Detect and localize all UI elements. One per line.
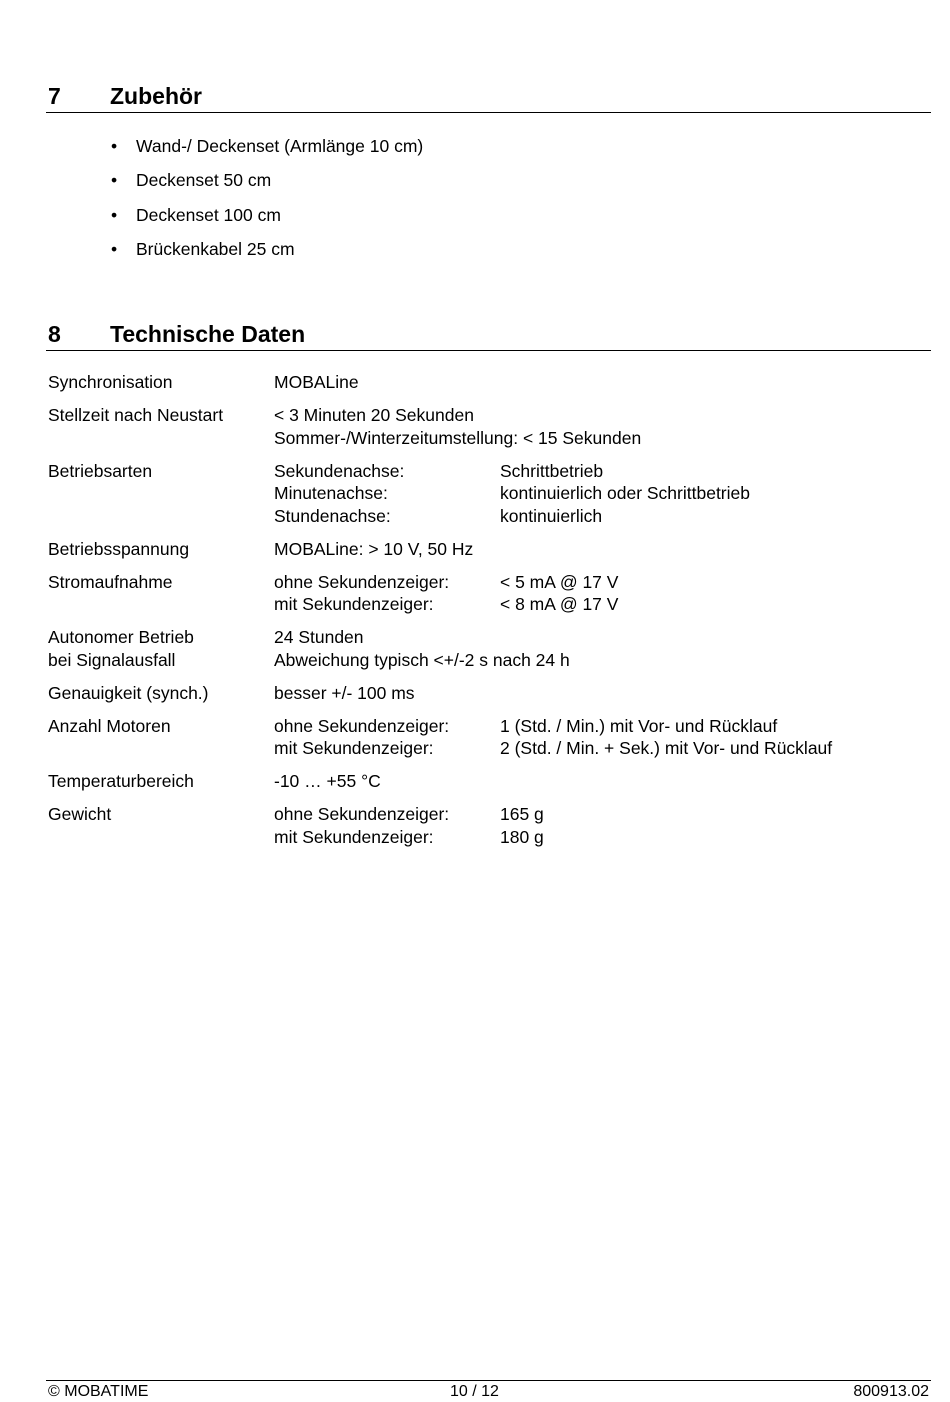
spec-label-line: Betriebsspannung	[48, 538, 190, 559]
spec-value-line	[274, 826, 832, 849]
spec-subvalue: 2 (Std. / Min. + Sek.) mit Vor- und Rücklauf	[500, 738, 833, 758]
section-heading-technical-data	[46, 316, 931, 351]
section-number: 8	[48, 321, 61, 347]
spec-label	[48, 770, 272, 793]
list-item	[108, 134, 423, 168]
list-item-text: Deckenset 50 cm	[136, 170, 272, 191]
spec-value	[274, 404, 832, 449]
spec-value-line: Sommer-/Winterzeitumstellung: < 15 Sekunden	[274, 427, 642, 448]
spec-value	[274, 682, 832, 705]
spec-label	[48, 460, 272, 483]
list-item-text: Deckenset 100 cm	[136, 204, 281, 225]
spec-subkey: Minutenachse:	[274, 483, 388, 503]
spec-value-line	[274, 593, 832, 616]
spec-subvalue: < 8 mA @ 17 V	[500, 594, 619, 614]
spec-value-line: MOBALine	[274, 372, 359, 392]
spec-subkey: mit Sekundenzeiger:	[274, 738, 434, 758]
spec-subkey: ohne Sekundenzeiger:	[274, 715, 450, 736]
spec-value-line: besser +/- 100 ms	[274, 682, 415, 703]
spec-value-line	[274, 571, 832, 594]
spec-label	[48, 626, 272, 671]
spec-subkey: ohne Sekundenzeiger:	[274, 571, 450, 592]
spec-value	[274, 626, 832, 671]
spec-subkey: Stundenachse:	[274, 505, 391, 526]
table-row	[48, 571, 832, 616]
spec-value	[274, 538, 832, 561]
spec-value-line	[274, 715, 832, 738]
spec-value	[274, 770, 832, 793]
table-row	[48, 682, 832, 705]
spec-value	[274, 371, 832, 394]
bullet-icon: •	[111, 238, 118, 259]
bullet-icon: •	[111, 204, 118, 225]
section-title: Technische Daten	[110, 321, 306, 347]
spec-label	[48, 371, 272, 394]
spec-label-line: Genauigkeit (synch.)	[48, 682, 209, 703]
spec-subkey: mit Sekundenzeiger:	[274, 594, 434, 614]
spec-label	[48, 715, 272, 738]
spec-label-line: Stellzeit nach Neustart	[48, 405, 224, 425]
spec-subvalue: < 5 mA @ 17 V	[500, 571, 619, 592]
spec-subvalue: kontinuierlich oder Schrittbetrieb	[500, 483, 750, 503]
list-item-text: Brückenkabel 25 cm	[136, 238, 295, 259]
spec-value-line: Abweichung typisch <+/-2 s nach 24 h	[274, 649, 570, 670]
spec-value-line	[274, 505, 832, 528]
spec-label	[48, 538, 272, 561]
accessories-list	[108, 134, 423, 271]
table-row	[48, 404, 832, 449]
spec-value	[274, 803, 832, 848]
table-row	[48, 538, 832, 561]
spec-value-line	[274, 482, 832, 505]
list-item-text: Wand-/ Deckenset (Armlänge 10 cm)	[136, 136, 424, 156]
spec-label-line: bei Signalausfall	[48, 649, 176, 670]
spec-subvalue: kontinuierlich	[500, 505, 603, 526]
table-row	[48, 803, 832, 848]
spec-subvalue: Schrittbetrieb	[500, 460, 604, 481]
page-footer	[46, 1380, 931, 1401]
footer-document-number: 800913.02	[853, 1383, 929, 1400]
list-item	[108, 237, 423, 271]
spec-label-line: Stromaufnahme	[48, 571, 173, 592]
spec-subvalue: 1 (Std. / Min.) mit Vor- und Rücklauf	[500, 715, 778, 736]
spec-subvalue: 165 g	[500, 804, 544, 824]
table-row	[48, 460, 832, 528]
section-number: 7	[48, 83, 61, 109]
spec-value-line: -10 … +55 °C	[274, 771, 381, 791]
spec-label-line: Synchronisation	[48, 372, 173, 392]
spec-label-line: Anzahl Motoren	[48, 715, 171, 736]
spec-subkey: Sekundenachse:	[274, 460, 405, 481]
bullet-icon: •	[111, 136, 118, 156]
table-row	[48, 626, 832, 671]
spec-value	[274, 460, 832, 528]
spec-subkey: ohne Sekundenzeiger:	[274, 804, 450, 824]
spec-value	[274, 715, 832, 760]
footer-copyright: © MOBATIME	[48, 1383, 149, 1400]
spec-label-line: Gewicht	[48, 804, 112, 824]
spec-value-line: MOBALine: > 10 V, 50 Hz	[274, 538, 474, 559]
table-row	[48, 770, 832, 793]
section-heading-accessories	[46, 78, 931, 113]
spec-value-line	[274, 803, 832, 826]
technical-data-table	[48, 371, 832, 859]
spec-label-line: Betriebsarten	[48, 460, 153, 481]
spec-label-line: Autonomer Betrieb	[48, 627, 194, 647]
spec-value-line	[274, 460, 832, 483]
list-item	[108, 168, 423, 202]
table-row	[48, 371, 832, 394]
spec-label	[48, 404, 272, 427]
footer-page-number: 10 / 12	[450, 1383, 499, 1400]
list-item	[108, 203, 423, 237]
spec-value-line: 24 Stunden	[274, 627, 364, 647]
spec-value	[274, 571, 832, 616]
table-row	[48, 715, 832, 760]
spec-label	[48, 682, 272, 705]
spec-label	[48, 571, 272, 594]
section-title: Zubehör	[110, 83, 202, 109]
spec-subkey: mit Sekundenzeiger:	[274, 826, 434, 847]
bullet-icon: •	[111, 170, 118, 191]
spec-label-line: Temperaturbereich	[48, 771, 194, 791]
spec-subvalue: 180 g	[500, 826, 544, 847]
spec-label	[48, 803, 272, 826]
spec-value-line: < 3 Minuten 20 Sekunden	[274, 405, 474, 425]
spec-value-line	[274, 737, 832, 760]
